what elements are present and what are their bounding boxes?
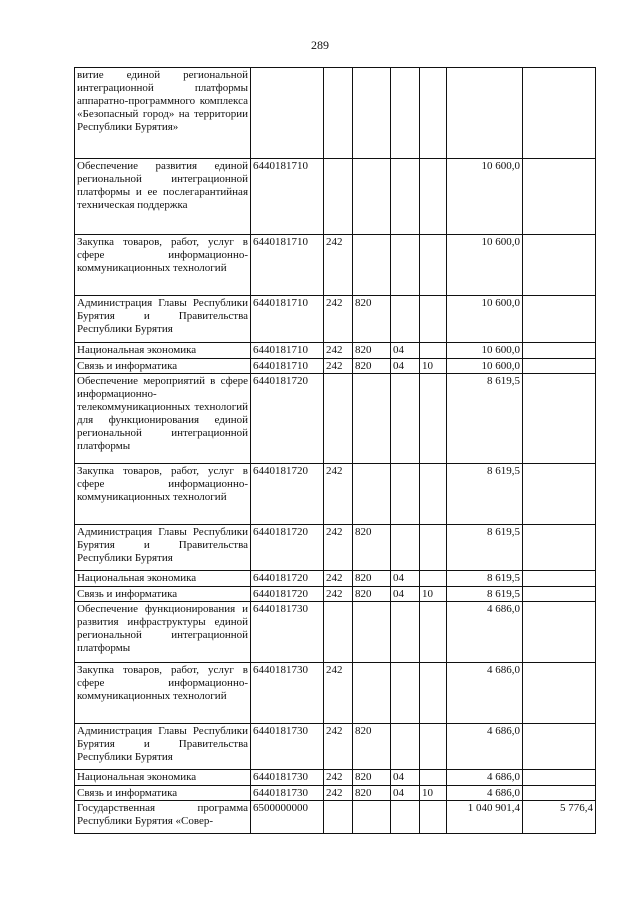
amount-extra-cell bbox=[523, 343, 596, 359]
subsection-cell bbox=[420, 770, 447, 786]
target-code-cell: 6440181720 bbox=[251, 464, 324, 525]
row-name-cell: Закупка товаров, работ, услуг в сфере информационно-коммуникационных технологий bbox=[75, 235, 251, 296]
page-number: 289 bbox=[311, 38, 329, 52]
expense-type-cell bbox=[324, 602, 353, 663]
expense-type-cell: 242 bbox=[324, 663, 353, 724]
subsection-cell bbox=[420, 602, 447, 663]
administrator-code-cell bbox=[353, 235, 391, 296]
administrator-code-cell: 820 bbox=[353, 525, 391, 571]
administrator-code-cell bbox=[353, 602, 391, 663]
amount-extra-cell bbox=[523, 770, 596, 786]
amount-extra-cell bbox=[523, 464, 596, 525]
amount-cell: 10 600,0 bbox=[447, 235, 523, 296]
amount-extra-cell bbox=[523, 374, 596, 464]
expense-type-cell: 242 bbox=[324, 571, 353, 587]
table-row bbox=[75, 359, 596, 374]
table-row bbox=[75, 786, 596, 801]
administrator-code-cell bbox=[353, 464, 391, 525]
table-row bbox=[75, 571, 596, 587]
target-code-cell: 6440181720 bbox=[251, 374, 324, 464]
target-code-cell: 6440181710 bbox=[251, 359, 324, 374]
expense-type-cell: 242 bbox=[324, 724, 353, 770]
target-code-cell: 6440181730 bbox=[251, 602, 324, 663]
target-code-cell: 6500000000 bbox=[251, 801, 324, 834]
amount-extra-cell bbox=[523, 602, 596, 663]
amount-extra-cell bbox=[523, 571, 596, 587]
row-name-cell: Государственная программа Республики Бурятия «Совер- bbox=[75, 801, 251, 834]
expense-type-cell bbox=[324, 374, 353, 464]
target-code-cell: 6440181710 bbox=[251, 343, 324, 359]
subsection-cell bbox=[420, 159, 447, 235]
amount-extra-cell: 5 776,4 bbox=[523, 801, 596, 834]
target-code-cell: 6440181710 bbox=[251, 159, 324, 235]
amount-extra-cell bbox=[523, 68, 596, 159]
section-cell bbox=[391, 464, 420, 525]
table-body bbox=[75, 68, 596, 834]
administrator-code-cell: 820 bbox=[353, 770, 391, 786]
table-row bbox=[75, 343, 596, 359]
subsection-cell bbox=[420, 801, 447, 834]
section-cell bbox=[391, 159, 420, 235]
row-name-cell: Обеспечение функционирования и развития инфраструктуры единой региональной интеграционной платформы bbox=[75, 602, 251, 663]
row-name-cell: витие единой региональной интеграционной платформы аппаратно-программного комплекса «Безопасный город» на территории Республики Бурятия» bbox=[75, 68, 251, 159]
target-code-cell: 6440181720 bbox=[251, 571, 324, 587]
amount-extra-cell bbox=[523, 235, 596, 296]
administrator-code-cell bbox=[353, 68, 391, 159]
table-row bbox=[75, 464, 596, 525]
row-name-cell: Обеспечение развития единой региональной интеграционной платформы и ее послегарантийная техническая поддержка bbox=[75, 159, 251, 235]
amount-cell: 1 040 901,4 bbox=[447, 801, 523, 834]
amount-cell: 4 686,0 bbox=[447, 663, 523, 724]
row-name-cell: Администрация Главы Республики Бурятия и Правительства Республики Бурятия bbox=[75, 525, 251, 571]
amount-cell: 4 686,0 bbox=[447, 786, 523, 801]
table-row bbox=[75, 770, 596, 786]
table-row bbox=[75, 801, 596, 834]
subsection-cell bbox=[420, 235, 447, 296]
expense-type-cell: 242 bbox=[324, 786, 353, 801]
administrator-code-cell: 820 bbox=[353, 296, 391, 343]
subsection-cell: 10 bbox=[420, 786, 447, 801]
section-cell: 04 bbox=[391, 359, 420, 374]
table-row bbox=[75, 235, 596, 296]
table-row bbox=[75, 159, 596, 235]
administrator-code-cell bbox=[353, 159, 391, 235]
target-code-cell: 6440181730 bbox=[251, 786, 324, 801]
target-code-cell: 6440181710 bbox=[251, 296, 324, 343]
row-name-cell: Национальная экономика bbox=[75, 571, 251, 587]
table-row bbox=[75, 68, 596, 159]
administrator-code-cell bbox=[353, 663, 391, 724]
amount-cell: 10 600,0 bbox=[447, 159, 523, 235]
amount-cell: 8 619,5 bbox=[447, 525, 523, 571]
amount-cell: 10 600,0 bbox=[447, 359, 523, 374]
section-cell bbox=[391, 374, 420, 464]
amount-cell bbox=[447, 68, 523, 159]
section-cell bbox=[391, 296, 420, 343]
amount-cell: 8 619,5 bbox=[447, 464, 523, 525]
expense-type-cell: 242 bbox=[324, 296, 353, 343]
section-cell bbox=[391, 801, 420, 834]
target-code-cell bbox=[251, 68, 324, 159]
expense-type-cell: 242 bbox=[324, 343, 353, 359]
subsection-cell bbox=[420, 525, 447, 571]
section-cell: 04 bbox=[391, 770, 420, 786]
table-row bbox=[75, 602, 596, 663]
amount-extra-cell bbox=[523, 159, 596, 235]
table-row bbox=[75, 296, 596, 343]
administrator-code-cell: 820 bbox=[353, 786, 391, 801]
amount-cell: 8 619,5 bbox=[447, 374, 523, 464]
amount-cell: 8 619,5 bbox=[447, 571, 523, 587]
expense-type-cell: 242 bbox=[324, 464, 353, 525]
subsection-cell: 10 bbox=[420, 587, 447, 602]
row-name-cell: Обеспечение мероприятий в сфере информационно-телекоммуникационных технологий для функционирования единой региональной интеграционной платформы bbox=[75, 374, 251, 464]
section-cell bbox=[391, 663, 420, 724]
amount-extra-cell bbox=[523, 525, 596, 571]
target-code-cell: 6440181730 bbox=[251, 724, 324, 770]
amount-extra-cell bbox=[523, 786, 596, 801]
section-cell: 04 bbox=[391, 786, 420, 801]
table-row bbox=[75, 663, 596, 724]
section-cell: 04 bbox=[391, 343, 420, 359]
subsection-cell bbox=[420, 663, 447, 724]
amount-cell: 4 686,0 bbox=[447, 602, 523, 663]
administrator-code-cell: 820 bbox=[353, 571, 391, 587]
expense-type-cell bbox=[324, 801, 353, 834]
expense-type-cell bbox=[324, 68, 353, 159]
expense-type-cell: 242 bbox=[324, 359, 353, 374]
budget-table bbox=[74, 67, 596, 834]
table-row bbox=[75, 374, 596, 464]
subsection-cell bbox=[420, 464, 447, 525]
target-code-cell: 6440181710 bbox=[251, 235, 324, 296]
expense-type-cell: 242 bbox=[324, 525, 353, 571]
administrator-code-cell bbox=[353, 374, 391, 464]
table-row bbox=[75, 724, 596, 770]
amount-extra-cell bbox=[523, 663, 596, 724]
row-name-cell: Связь и информатика bbox=[75, 786, 251, 801]
subsection-cell bbox=[420, 343, 447, 359]
section-cell bbox=[391, 525, 420, 571]
amount-cell: 10 600,0 bbox=[447, 296, 523, 343]
expense-type-cell: 242 bbox=[324, 587, 353, 602]
subsection-cell: 10 bbox=[420, 359, 447, 374]
amount-cell: 8 619,5 bbox=[447, 587, 523, 602]
amount-extra-cell bbox=[523, 359, 596, 374]
target-code-cell: 6440181730 bbox=[251, 663, 324, 724]
subsection-cell bbox=[420, 296, 447, 343]
administrator-code-cell: 820 bbox=[353, 724, 391, 770]
section-cell: 04 bbox=[391, 571, 420, 587]
row-name-cell: Национальная экономика bbox=[75, 770, 251, 786]
target-code-cell: 6440181720 bbox=[251, 587, 324, 602]
row-name-cell: Связь и информатика bbox=[75, 359, 251, 374]
section-cell bbox=[391, 235, 420, 296]
target-code-cell: 6440181720 bbox=[251, 525, 324, 571]
expense-type-cell: 242 bbox=[324, 235, 353, 296]
amount-cell: 4 686,0 bbox=[447, 770, 523, 786]
row-name-cell: Национальная экономика bbox=[75, 343, 251, 359]
amount-cell: 4 686,0 bbox=[447, 724, 523, 770]
subsection-cell bbox=[420, 571, 447, 587]
section-cell bbox=[391, 602, 420, 663]
administrator-code-cell: 820 bbox=[353, 587, 391, 602]
section-cell bbox=[391, 724, 420, 770]
administrator-code-cell: 820 bbox=[353, 359, 391, 374]
expense-type-cell bbox=[324, 159, 353, 235]
amount-extra-cell bbox=[523, 587, 596, 602]
row-name-cell: Администрация Главы Республики Бурятия и Правительства Республики Бурятия bbox=[75, 296, 251, 343]
section-cell bbox=[391, 68, 420, 159]
subsection-cell bbox=[420, 374, 447, 464]
row-name-cell: Закупка товаров, работ, услуг в сфере информационно-коммуникационных технологий bbox=[75, 663, 251, 724]
amount-extra-cell bbox=[523, 724, 596, 770]
table-row bbox=[75, 525, 596, 571]
amount-extra-cell bbox=[523, 296, 596, 343]
target-code-cell: 6440181730 bbox=[251, 770, 324, 786]
row-name-cell: Администрация Главы Республики Бурятия и Правительства Республики Бурятия bbox=[75, 724, 251, 770]
administrator-code-cell: 820 bbox=[353, 343, 391, 359]
row-name-cell: Закупка товаров, работ, услуг в сфере информационно-коммуникационных технологий bbox=[75, 464, 251, 525]
row-name-cell: Связь и информатика bbox=[75, 587, 251, 602]
subsection-cell bbox=[420, 724, 447, 770]
table-row bbox=[75, 587, 596, 602]
amount-cell: 10 600,0 bbox=[447, 343, 523, 359]
expense-type-cell: 242 bbox=[324, 770, 353, 786]
section-cell: 04 bbox=[391, 587, 420, 602]
administrator-code-cell bbox=[353, 801, 391, 834]
subsection-cell bbox=[420, 68, 447, 159]
